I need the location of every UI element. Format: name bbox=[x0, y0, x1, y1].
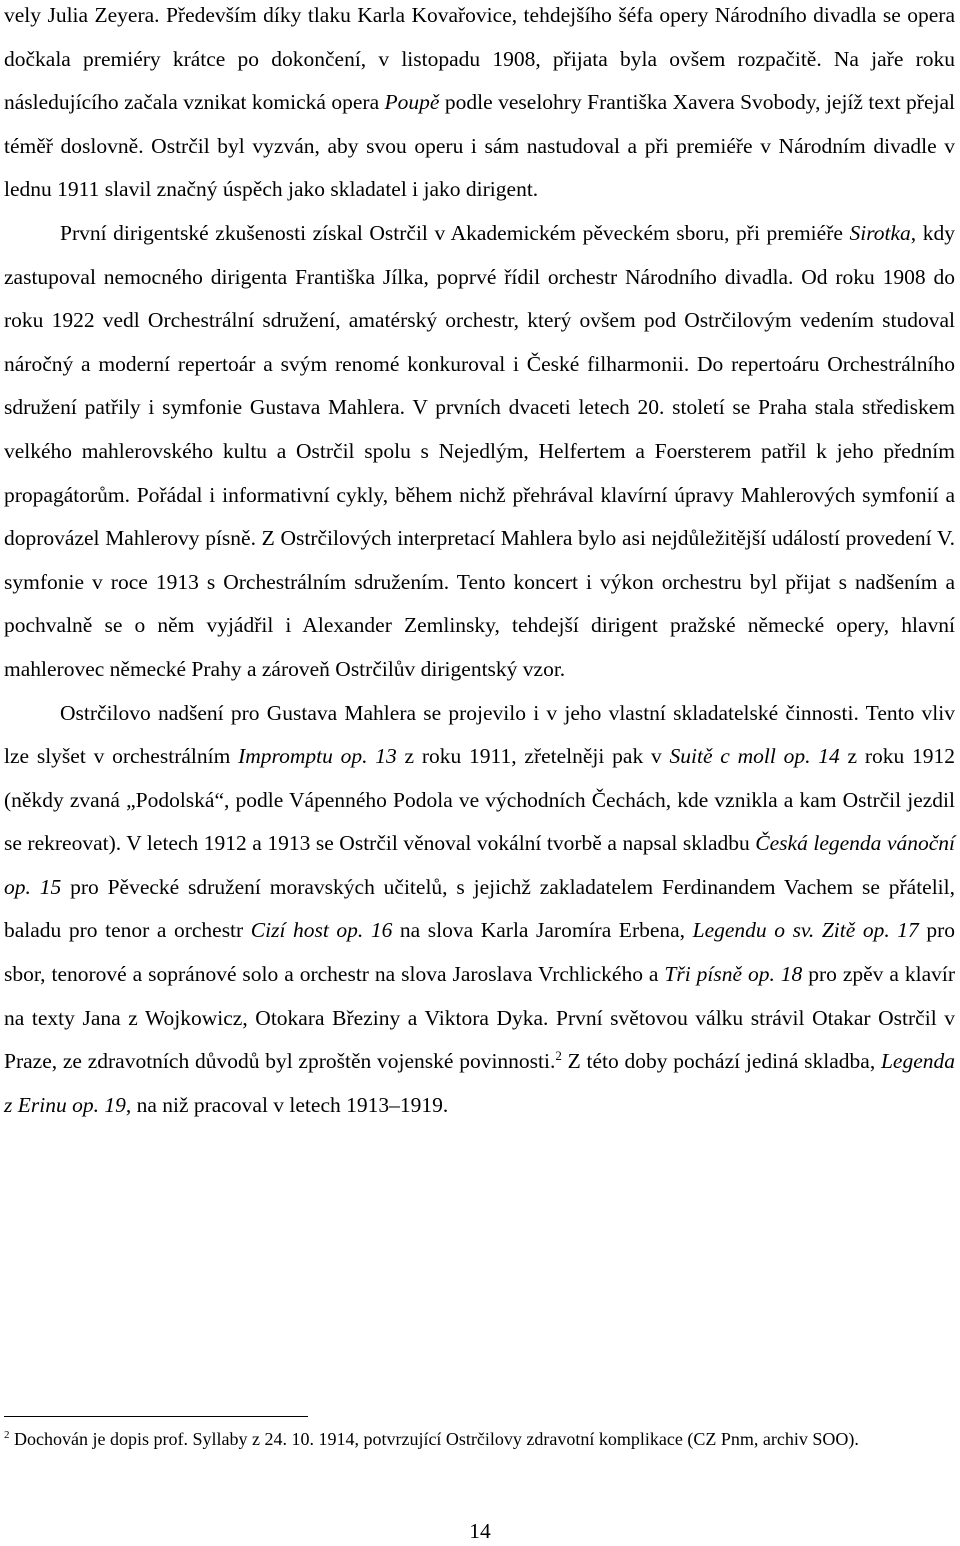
footnote bbox=[4, 1428, 955, 1450]
text-run: Z této doby pochází jediná skladba, bbox=[561, 1049, 881, 1074]
footnote-text: Dochován je dopis prof. Syllaby z 24. 10. 1914, potvrzující Ostrčilovy zdravotní komplikace (CZ Pnm, archiv SOO). bbox=[9, 1429, 859, 1449]
italic-text: Suitě c moll op. 14 bbox=[669, 744, 840, 769]
text-run: na slova Karla Jaromíra Erbena, bbox=[392, 918, 693, 943]
page-number: 14 bbox=[469, 1519, 491, 1543]
italic-text: Poupě bbox=[384, 90, 440, 115]
text-run: První dirigentské zkušenosti získal Ostrčil v Akademickém pěveckém sboru, při premiéře bbox=[60, 220, 850, 245]
text-run: pro sbor, tenorové a sopránové solo a orchestr na slova Jaroslava Vrchlického a bbox=[4, 918, 956, 987]
italic-text: Impromptu op. 13 bbox=[238, 744, 397, 769]
text-run: Ostrčilovo nadšení pro Gustava Mahlera se projevilo i v jeho vlastní skladatelské činnosti. Tento vliv lze slyšet v orchestrálním bbox=[4, 700, 955, 769]
paragraph bbox=[4, 692, 955, 1128]
italic-text: Cizí host op. 16 bbox=[250, 918, 393, 943]
footnote-separator bbox=[4, 1416, 308, 1417]
paragraph bbox=[4, 212, 955, 692]
text-run: pro Pěvecké sdružení moravských učitelů, s jejichž zakladatelem Ferdinandem Vachem se přátelil, baladu pro tenor a orchestr bbox=[4, 874, 956, 943]
footnote-number: 2 bbox=[4, 1429, 10, 1441]
italic-text: Legenda z Erinu op. 19 bbox=[4, 1049, 956, 1117]
text-run: , kdy zastupoval nemocného dirigenta Františka Jílka, poprvé řídil orchestr Národního divadla. Od roku 1908 do roku 1922 vedl Orchestrální sdružení, amatérský orchestr, který ovšem pod Ostrčilovým vedením studoval náročný a moderní repertoár a svým renomé konkuroval i České filharmonii. Do repertoáru Orchestrálního sdružení patřily i symfonie Gustava Mahlera. V prvních dvaceti letech 20. století se Praha stala střediskem velkého mahlerovského kultu a Ostrčil spolu s Nejedlým, Helfertem a Foersterem patřil k jeho předním propagátorům. Pořádal i informativní cykly, během nichž přehrával klavírní úpravy Mahlerových symfonií a doprovázel Mahlerovy písně. Z Ostrčilových interpretací Mahlera bylo asi nejdůležitější událostí provedení V. symfonie v roce 1913 s Orchestrálním sdružením. Tento koncert i výkon orchestru byl přijat s nadšením a pochvalně se o něm vyjádřil i Alexander Zemlinsky, tehdejší dirigent pražské německé opery, hlavní mahlerovec německé Prahy a zároveň Ostrčilův dirigentský vzor. bbox=[4, 220, 956, 681]
text-run: , na niž pracoval v letech 1913–1919. bbox=[125, 1092, 449, 1117]
text-run: vely Julia Zeyera. Především díky tlaku Karla Kovařovice, tehdejšího šéfa opery Národního divadla se opera dočkala premiéry krátce po dokončení, v listopadu 1908, přijata byla ovšem rozpačitě. Na jaře roku následujícího začala vznikat komická opera bbox=[4, 3, 955, 115]
italic-text: Sirotka bbox=[849, 220, 911, 245]
italic-text: Česká legenda vánoční op. 15 bbox=[4, 831, 955, 899]
footnote-reference: 2 bbox=[555, 1048, 562, 1064]
body-text bbox=[4, 0, 955, 1127]
text-run: pro zpěv a klavír na texty Jana z Wojkowicz, Otokara Březiny a Viktora Dyka. První světovou válku strávil Otakar Ostrčil v Praze, ze zdravotních důvodů byl zproštěn vojenské povinnosti. bbox=[4, 962, 956, 1074]
paragraph bbox=[4, 0, 955, 212]
text-run: z roku 1911, zřetelněji pak v bbox=[396, 744, 670, 769]
text-run: z roku 1912 (někdy zvaná „Podolská“, podle Vápenného Podola ve východních Čechách, kde vznikla a kam Ostrčil jezdil se rekreovat). V letech 1912 a 1913 se Ostrčil věnoval vokální tvorbě a napsal skladbu bbox=[4, 744, 956, 856]
italic-text: Legendu o sv. Zitě op. 17 bbox=[692, 918, 919, 943]
italic-text: Tři písně op. 18 bbox=[664, 962, 803, 987]
text-run: podle veselohry Františka Xavera Svobody, jejíž text přejal téměř doslovně. Ostrčil byl vyzván, aby svou operu i sám nastudoval a při premiéře v Národním divadle v lednu 1911 slavil značný úspěch jako skladatel i jako dirigent. bbox=[4, 90, 955, 202]
